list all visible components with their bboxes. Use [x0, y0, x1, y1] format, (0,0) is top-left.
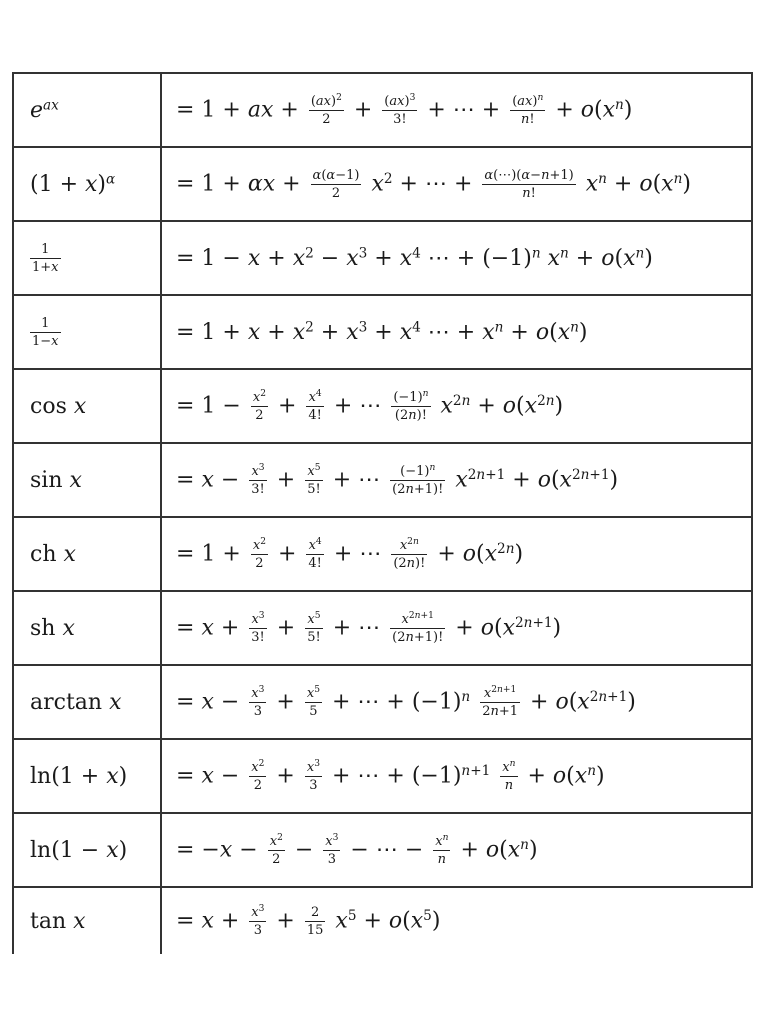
table-row — [13, 813, 752, 887]
function-cell: cos x — [13, 369, 161, 443]
table-row — [13, 887, 752, 954]
expansion-cell: = 1 − $\frac{x^2}{2}$ + $\frac{x^4}{4!}$ + ⋯ $\frac{(-1)^n}{(2n)!}$ $x^{2n} + o(x^{2n})$ — [161, 369, 752, 443]
expansion-cell: = −x − $\frac{x^2}{2}$ − $\frac{x^3}{3}$ − ⋯ − $\frac{x^n}{n}$ + $o(x^n)$ — [161, 813, 752, 887]
function-cell: arctan x — [13, 665, 161, 739]
table-row — [13, 443, 752, 517]
function-cell: $e^{ax}$ — [13, 73, 161, 147]
expansion-cell: = x + $\frac{x^3}{3}$ + $\frac{2}{15}$ $x^5 + o(x^5)$ — [161, 887, 752, 954]
table-row — [13, 221, 752, 295]
expansion-cell: = 1 + $\frac{x^2}{2}$ + $\frac{x^4}{4!}$ + ⋯ $\frac{x^{2n}}{(2n)!}$ + $o(x^{2n})$ — [161, 517, 752, 591]
function-cell: ln(1 − x) — [13, 813, 161, 887]
expansion-cell: = $1 - x + x^2 - x^3 + x^4$ ⋯ + $(-1)^n$ $x^n + o(x^n)$ — [161, 221, 752, 295]
function-cell: $(1 + x)^\alpha$ — [13, 147, 161, 221]
table-row — [13, 517, 752, 591]
expansion-cell: = 1 + ax + $\frac{(ax)^2}{2}$ + $\frac{(ax)^3}{3!}$ + ⋯ + $\frac{(ax)^n}{n!}$ + $o(x^n)$ — [161, 73, 752, 147]
taylor-series-table — [12, 72, 753, 954]
table-row — [13, 739, 752, 813]
expansion-cell: = 1 + αx + $\frac{\alpha(\alpha-1)}{2}$ $x^2$ + ⋯ + $\frac{\alpha(\cdots)(\alpha-n+1)}{n!}$ $x^n + o(x^n)$ — [161, 147, 752, 221]
function-cell: ch x — [13, 517, 161, 591]
function-cell: $\frac{1}{1+x}$ — [13, 221, 161, 295]
table-row — [13, 73, 752, 147]
table-row — [13, 295, 752, 369]
function-cell: sin x — [13, 443, 161, 517]
expansion-cell: = $1 + x + x^2 + x^3 + x^4$ ⋯ + $x^n + o(x^n)$ — [161, 295, 752, 369]
table-row — [13, 591, 752, 665]
expansion-cell: = x − $\frac{x^3}{3!}$ + $\frac{x^5}{5!}$ + ⋯ $\frac{(-1)^n}{(2n+1)!}$ $x^{2n+1} + o(x^{2n+1})$ — [161, 443, 752, 517]
function-cell: sh x — [13, 591, 161, 665]
function-cell: ln(1 + x) — [13, 739, 161, 813]
table-row — [13, 369, 752, 443]
function-cell: $\frac{1}{1-x}$ — [13, 295, 161, 369]
function-cell: tan x — [13, 887, 161, 954]
table-row — [13, 147, 752, 221]
table-body — [13, 73, 752, 954]
table-row — [13, 665, 752, 739]
expansion-cell: = x − $\frac{x^3}{3}$ + $\frac{x^5}{5}$ + ⋯ + $(-1)^n$ $\frac{x^{2n+1}}{2n+1}$ + $o(x^{2n+1})$ — [161, 665, 752, 739]
expansion-cell: = x − $\frac{x^2}{2}$ + $\frac{x^3}{3}$ + ⋯ + $(-1)^{n+1}$ $\frac{x^n}{n}$ + $o(x^n)$ — [161, 739, 752, 813]
expansion-cell: = x + $\frac{x^3}{3!}$ + $\frac{x^5}{5!}$ + ⋯ $\frac{x^{2n+1}}{(2n+1)!}$ + $o(x^{2n+1})$ — [161, 591, 752, 665]
